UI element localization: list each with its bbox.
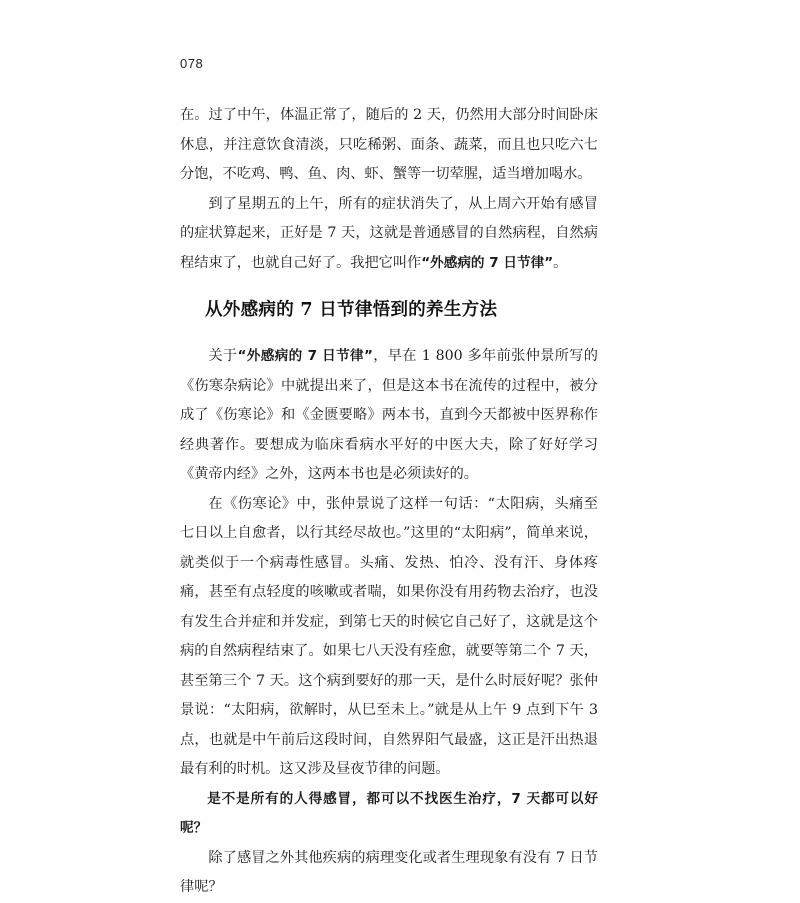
bold-term: “外感病的 7 日节律” xyxy=(237,348,373,364)
bold-term: “外感病的 7 日节律” xyxy=(421,254,554,271)
paragraph-text: 关于 xyxy=(208,348,238,364)
paragraph-text: 。 xyxy=(553,254,568,271)
paragraph-origin xyxy=(180,342,598,490)
paragraph-continuation: 在。过了中午，体温正常了，随后的 2 天，仍然用大部分时间卧床休息，并注意饮食清淡，只吃稀粥、面条、蔬菜，而且也只吃六七分饱，不吃鸡、鸭、鱼、肉、虾、蟹等一切荤腥，适当增加喝水。 xyxy=(180,107,598,182)
page-number: 078 xyxy=(180,56,204,71)
question-line: 是不是所有的人得感冒，都可以不找医生治疗，7 天都可以好呢？ xyxy=(180,790,598,836)
section-text-block xyxy=(180,342,598,903)
paragraph-text: ，早在 1 800 多年前张仲景所写的《伤寒杂病论》中就提出来了，但是这本书在流传的过程中，被分成了《伤寒论》和《金匮要略》两本书，直到今天都被中医界称作经典著作。要想成为临床看病水平好的中医大夫，除了好好学习《黄帝内经》之外，这两本书也是必须读好的。 xyxy=(180,348,598,482)
section-heading: 从外感病的 7 日节律悟到的养生方法 xyxy=(205,300,498,320)
top-text-block xyxy=(180,101,598,278)
paragraph-seven-day xyxy=(180,190,598,279)
paragraph-other-diseases: 除了感冒之外其他疾病的病理变化或者生理现象有没有 7 日节律呢？ xyxy=(180,849,598,895)
paragraph-text: 到了星期五的上午，所有的症状消失了，从上周六开始有感冒的症状算起来，正好是 7 天，这就是普通感冒的自然病程，自然病程结束了，也就自己好了。我把它叫作 xyxy=(180,195,598,271)
paragraph-shanghan: 在《伤寒论》中，张仲景说了这样一句话：“太阳病，头痛至七日以上自愈者，以行其经尽故也。”这里的“太阳病”，简单来说，就类似于一个病毒性感冒。头痛、发热、怕冷、没有汗、身体疼痛，甚至有点轻度的咳嗽或者喘，如果你没有用药物去治疗，也没有发生合并症和并发症，到第七天的时候它自己好了，这就是这个病的自然病程结束了。如果七八天没有痊愈，就要等第二个 7 天，甚至第三个 7 天。这个病到要好的那一天，是什么时辰好呢？张仲景说：“太阳病，欲解时，从巳至未上。”就是从上午 9 点到下午 3 点，也就是中午前后这段时间，自然界阳气最盛，这正是汗出热退最有利的时机。这又涉及昼夜节律的问题。 xyxy=(180,495,598,777)
